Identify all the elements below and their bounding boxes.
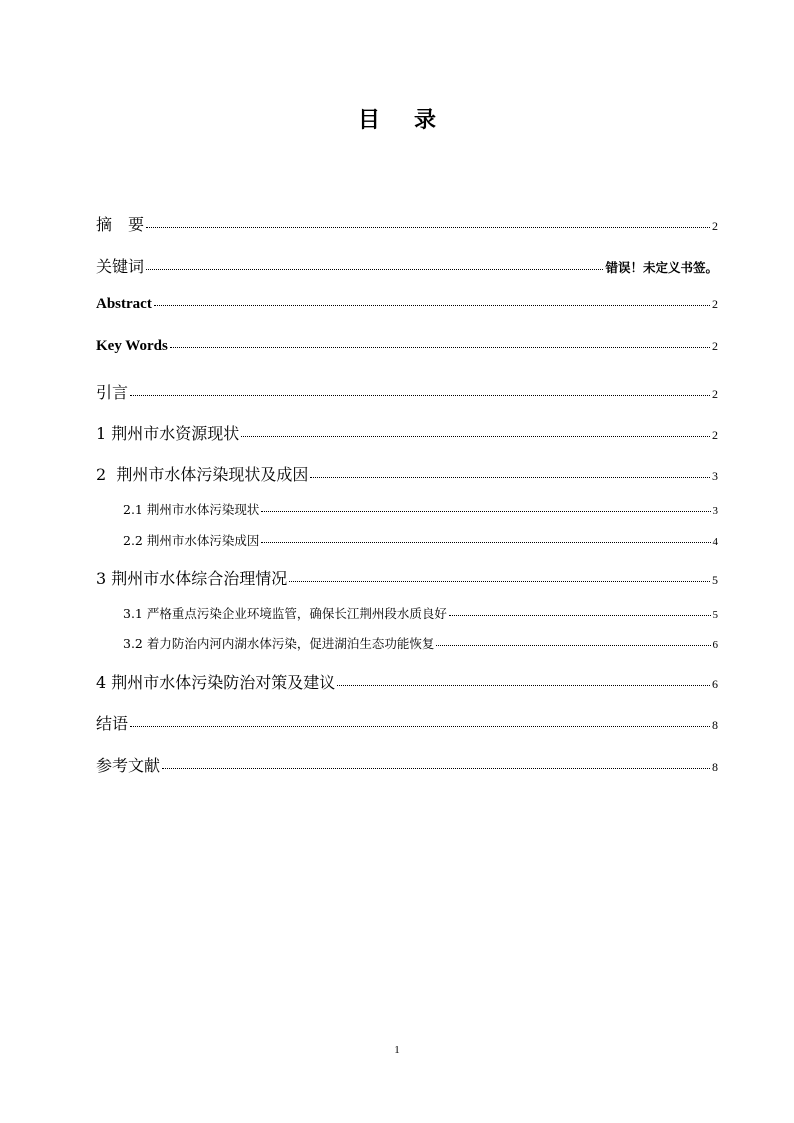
toc-entry-page: 5 (712, 609, 718, 621)
toc-entry-page: 2 (712, 428, 718, 442)
toc-entry-page: 6 (712, 639, 718, 651)
toc-dot-leader (154, 304, 710, 306)
toc-entry-section-3-2[interactable] (123, 634, 718, 652)
toc-dot-leader (310, 476, 710, 478)
toc-entry-label: 1 荆州市水资源现状 (96, 424, 240, 443)
title-char-1: 目 (357, 107, 380, 133)
toc-entry-keywords-en[interactable] (96, 338, 718, 355)
toc-entry-label: 参考文献 (96, 756, 161, 775)
toc-entry-label: 2.2 荆州市水体污染成因 (123, 533, 260, 548)
toc-entry-section-2-1[interactable] (123, 500, 718, 518)
toc-dot-leader (146, 268, 603, 270)
toc-dot-leader (146, 226, 710, 228)
toc-entry-page: 2 (712, 339, 718, 353)
toc-entry-page: 2 (712, 219, 718, 233)
toc-entry-page: 6 (712, 677, 718, 691)
toc-entry-section-3-1[interactable] (123, 604, 718, 622)
toc-dot-leader (162, 767, 710, 769)
toc-dot-leader (261, 510, 710, 512)
toc-entry-label: 3 荆州市水体综合治理情况 (96, 569, 288, 588)
toc-dot-leader (337, 684, 710, 686)
toc-entry-page: 3 (712, 505, 718, 517)
toc-entry-conclusion[interactable] (96, 711, 718, 734)
toc-entry-label: 引言 (96, 383, 129, 402)
toc-entry-page: 3 (712, 469, 718, 483)
toc-dot-leader (241, 435, 710, 437)
toc-entry-label: 结语 (96, 714, 129, 733)
page-number: 1 (394, 1044, 400, 1056)
toc-entry-page: 8 (712, 718, 718, 732)
toc-entry-chapter-2[interactable] (96, 462, 718, 485)
toc-entry-keywords-cn[interactable] (96, 254, 718, 277)
toc-dot-leader (436, 644, 710, 646)
toc-dot-leader (289, 580, 710, 582)
toc-entry-page: 2 (712, 387, 718, 401)
toc-dot-leader (261, 541, 710, 543)
toc-dot-leader (130, 394, 710, 396)
toc-entry-chapter-3[interactable] (96, 566, 718, 589)
toc-entry-label: 关键词 (96, 257, 145, 276)
toc-entry-label: 2 荆州市水体污染现状及成因 (96, 465, 309, 484)
toc-entry-abstract-en[interactable] (96, 296, 718, 313)
toc-dot-leader (130, 725, 710, 727)
toc-entry-page: 2 (712, 297, 718, 311)
toc-dot-leader (449, 614, 711, 616)
toc-entry-chapter-4[interactable] (96, 670, 718, 693)
toc-entry-introduction[interactable] (96, 380, 718, 403)
toc-entry-page: 8 (712, 760, 718, 774)
toc-entry-page: 5 (712, 573, 718, 587)
toc-entry-chapter-1[interactable] (96, 421, 718, 444)
toc-entry-references[interactable] (96, 753, 718, 776)
toc-entry-page-error: 错误！未定义书签。 (605, 260, 718, 275)
title-char-2: 录 (414, 107, 437, 133)
toc-entry-section-2-2[interactable] (123, 531, 718, 549)
toc-entry-label: Key Words (96, 338, 168, 354)
toc-entry-label: 摘 要 (96, 215, 145, 234)
toc-entry-label: 2.1 荆州市水体污染现状 (123, 502, 260, 517)
toc-entry-page: 4 (712, 536, 718, 548)
toc-entry-label: Abstract (96, 296, 152, 312)
toc-entry-label: 4 荆州市水体污染防治对策及建议 (96, 673, 336, 692)
toc-entry-label: 3.2 着力防治内河内湖水体污染，促进湖泊生态功能恢复 (123, 636, 435, 651)
toc-entry-abstract-cn[interactable] (96, 212, 718, 235)
toc-entry-label: 3.1 严格重点污染企业环境监管，确保长江荆州段水质良好 (123, 606, 447, 621)
page-title (0, 103, 794, 134)
toc-dot-leader (170, 346, 710, 348)
